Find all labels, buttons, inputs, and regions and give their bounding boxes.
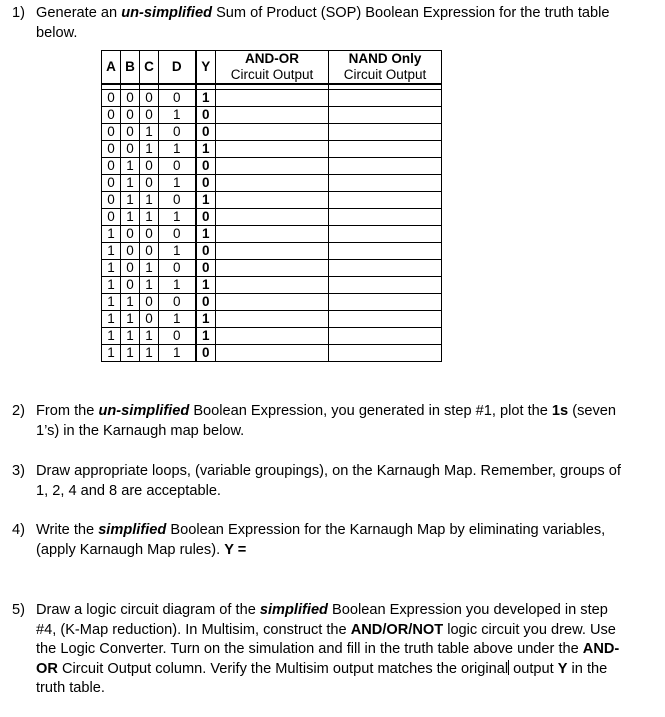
step-4 — [12, 521, 632, 560]
step-1-number: 1) — [12, 5, 25, 21]
and-or-output-cell[interactable] — [216, 277, 329, 294]
table-row — [102, 294, 442, 311]
cell-b: 1 — [121, 175, 140, 192]
cell-y: 1 — [196, 277, 216, 294]
cell-y: 0 — [196, 345, 216, 362]
nand-output-cell[interactable] — [329, 226, 442, 243]
cell-c: 1 — [140, 209, 159, 226]
table-row — [102, 243, 442, 260]
step-5-text: Draw a logic circuit diagram of the simplified Boolean Expression you developed in step #4, (K-Map reduction). In Multisim, construct the AND/OR/NOT logic circuit you drew. Use the Logic Converter. Turn on the simulation and fill in the truth table above under the AND-OR Circuit Output column. Verify the Multisim output matches the original output Y in the truth table. — [36, 602, 620, 696]
and-or-output-cell[interactable] — [216, 124, 329, 141]
nand-output-cell[interactable] — [329, 294, 442, 311]
cell-a: 1 — [102, 243, 121, 260]
cell-c: 1 — [140, 328, 159, 345]
cell-b: 1 — [121, 345, 140, 362]
table-row — [102, 107, 442, 124]
nand-output-cell[interactable] — [329, 124, 442, 141]
cell-d: 0 — [159, 328, 196, 345]
cell-d: 1 — [159, 277, 196, 294]
table-row — [102, 124, 442, 141]
cell-b: 0 — [121, 277, 140, 294]
cell-a: 1 — [102, 277, 121, 294]
cell-b: 0 — [121, 141, 140, 158]
nand-output-cell[interactable] — [329, 141, 442, 158]
cell-b: 1 — [121, 192, 140, 209]
cell-y: 0 — [196, 209, 216, 226]
cell-y: 1 — [196, 90, 216, 107]
nand-output-cell[interactable] — [329, 328, 442, 345]
and-or-output-cell[interactable] — [216, 209, 329, 226]
cell-d: 1 — [159, 107, 196, 124]
cell-b: 0 — [121, 90, 140, 107]
cell-c: 0 — [140, 311, 159, 328]
table-row — [102, 311, 442, 328]
step-1-text: Generate an un-simplified Sum of Product (SOP) Boolean Expression for the truth table below. — [36, 5, 610, 41]
cell-b: 1 — [121, 294, 140, 311]
nand-output-cell[interactable] — [329, 90, 442, 107]
table-row — [102, 209, 442, 226]
cell-c: 0 — [140, 158, 159, 175]
cell-c: 0 — [140, 226, 159, 243]
cell-c: 0 — [140, 90, 159, 107]
cell-d: 0 — [159, 158, 196, 175]
cell-d: 0 — [159, 294, 196, 311]
header-a: A — [102, 51, 121, 85]
and-or-output-cell[interactable] — [216, 260, 329, 277]
cell-a: 1 — [102, 226, 121, 243]
cell-y: 0 — [196, 260, 216, 277]
step-3-text: Draw appropriate loops, (variable groupings), on the Karnaugh Map. Remember, groups of 1, 2, 4 and 8 are acceptable. — [36, 463, 621, 499]
cell-d: 1 — [159, 141, 196, 158]
cell-d: 0 — [159, 124, 196, 141]
cell-a: 0 — [102, 192, 121, 209]
cell-b: 1 — [121, 328, 140, 345]
cell-d: 0 — [159, 226, 196, 243]
step-5 — [12, 601, 632, 699]
truth-table-header — [102, 51, 442, 85]
cell-y: 0 — [196, 175, 216, 192]
cell-a: 0 — [102, 124, 121, 141]
nand-output-cell[interactable] — [329, 209, 442, 226]
nand-output-cell[interactable] — [329, 158, 442, 175]
cell-a: 1 — [102, 260, 121, 277]
table-row — [102, 260, 442, 277]
cell-a: 1 — [102, 328, 121, 345]
cell-y: 1 — [196, 311, 216, 328]
cell-c: 0 — [140, 175, 159, 192]
cell-y: 0 — [196, 107, 216, 124]
and-or-output-cell[interactable] — [216, 243, 329, 260]
table-row — [102, 192, 442, 209]
cell-a: 1 — [102, 311, 121, 328]
cell-b: 0 — [121, 124, 140, 141]
nand-output-cell[interactable] — [329, 107, 442, 124]
cell-y: 0 — [196, 158, 216, 175]
table-row — [102, 175, 442, 192]
table-row — [102, 90, 442, 107]
step-2 — [12, 402, 632, 441]
cell-c: 1 — [140, 141, 159, 158]
cell-d: 1 — [159, 345, 196, 362]
cell-d: 1 — [159, 311, 196, 328]
and-or-output-cell[interactable] — [216, 345, 329, 362]
nand-output-cell[interactable] — [329, 175, 442, 192]
nand-output-cell[interactable] — [329, 277, 442, 294]
and-or-output-cell[interactable] — [216, 90, 329, 107]
cell-d: 0 — [159, 260, 196, 277]
truth-table-body — [102, 84, 442, 362]
table-row — [102, 226, 442, 243]
cell-a: 1 — [102, 294, 121, 311]
cell-y: 0 — [196, 294, 216, 311]
cell-d: 1 — [159, 209, 196, 226]
and-or-output-cell[interactable] — [216, 311, 329, 328]
cell-c: 1 — [140, 345, 159, 362]
table-row — [102, 141, 442, 158]
cell-y: 1 — [196, 226, 216, 243]
step-2-text: From the un-simplified Boolean Expression, you generated in step #1, plot the 1s (seven 1’s) in the Karnaugh map below. — [36, 403, 617, 439]
and-or-output-cell[interactable] — [216, 226, 329, 243]
nand-output-cell[interactable] — [329, 243, 442, 260]
step-3 — [12, 462, 632, 501]
header-c: C — [140, 51, 159, 85]
table-row — [102, 345, 442, 362]
cell-c: 0 — [140, 243, 159, 260]
cell-y: 0 — [196, 243, 216, 260]
and-or-output-cell[interactable] — [216, 107, 329, 124]
and-or-output-cell[interactable] — [216, 192, 329, 209]
cell-d: 1 — [159, 243, 196, 260]
header-b: B — [121, 51, 140, 85]
truth-table — [101, 50, 442, 362]
nand-output-cell[interactable] — [329, 192, 442, 209]
cell-b: 1 — [121, 311, 140, 328]
step-4-number: 4) — [12, 522, 25, 538]
cell-c: 1 — [140, 277, 159, 294]
nand-output-cell[interactable] — [329, 311, 442, 328]
header-d: D — [159, 51, 196, 85]
cell-c: 1 — [140, 260, 159, 277]
step-3-number: 3) — [12, 463, 25, 479]
cell-a: 0 — [102, 141, 121, 158]
and-or-output-cell[interactable] — [216, 141, 329, 158]
header-nand-only: NAND Only Circuit Output — [329, 51, 442, 85]
cell-c: 0 — [140, 107, 159, 124]
cell-y: 1 — [196, 192, 216, 209]
cell-y: 1 — [196, 141, 216, 158]
cell-d: 0 — [159, 90, 196, 107]
table-row — [102, 277, 442, 294]
nand-output-cell[interactable] — [329, 345, 442, 362]
cell-a: 0 — [102, 158, 121, 175]
step-5-number: 5) — [12, 602, 25, 618]
and-or-output-cell[interactable] — [216, 158, 329, 175]
step-1 — [12, 4, 632, 43]
table-row — [102, 328, 442, 345]
cell-a: 0 — [102, 209, 121, 226]
cell-d: 1 — [159, 175, 196, 192]
step-4-text: Write the simplified Boolean Expression for the Karnaugh Map by eliminating variables, (apply Karnaugh Map rules). Y = — [36, 522, 606, 558]
cell-b: 1 — [121, 209, 140, 226]
cell-b: 0 — [121, 243, 140, 260]
cell-b: 0 — [121, 107, 140, 124]
header-y: Y — [196, 51, 216, 85]
cell-d: 0 — [159, 192, 196, 209]
cell-a: 1 — [102, 345, 121, 362]
cell-c: 0 — [140, 294, 159, 311]
cell-a: 0 — [102, 107, 121, 124]
cell-b: 1 — [121, 158, 140, 175]
cell-y: 0 — [196, 124, 216, 141]
cell-c: 1 — [140, 124, 159, 141]
nand-output-cell[interactable] — [329, 260, 442, 277]
and-or-output-cell[interactable] — [216, 328, 329, 345]
cell-a: 0 — [102, 90, 121, 107]
cell-b: 0 — [121, 260, 140, 277]
table-row — [102, 158, 442, 175]
and-or-output-cell[interactable] — [216, 294, 329, 311]
cell-b: 0 — [121, 226, 140, 243]
cell-a: 0 — [102, 175, 121, 192]
header-and-or: AND-OR Circuit Output — [216, 51, 329, 85]
and-or-output-cell[interactable] — [216, 175, 329, 192]
cell-y: 1 — [196, 328, 216, 345]
step-2-number: 2) — [12, 403, 25, 419]
cell-c: 1 — [140, 192, 159, 209]
